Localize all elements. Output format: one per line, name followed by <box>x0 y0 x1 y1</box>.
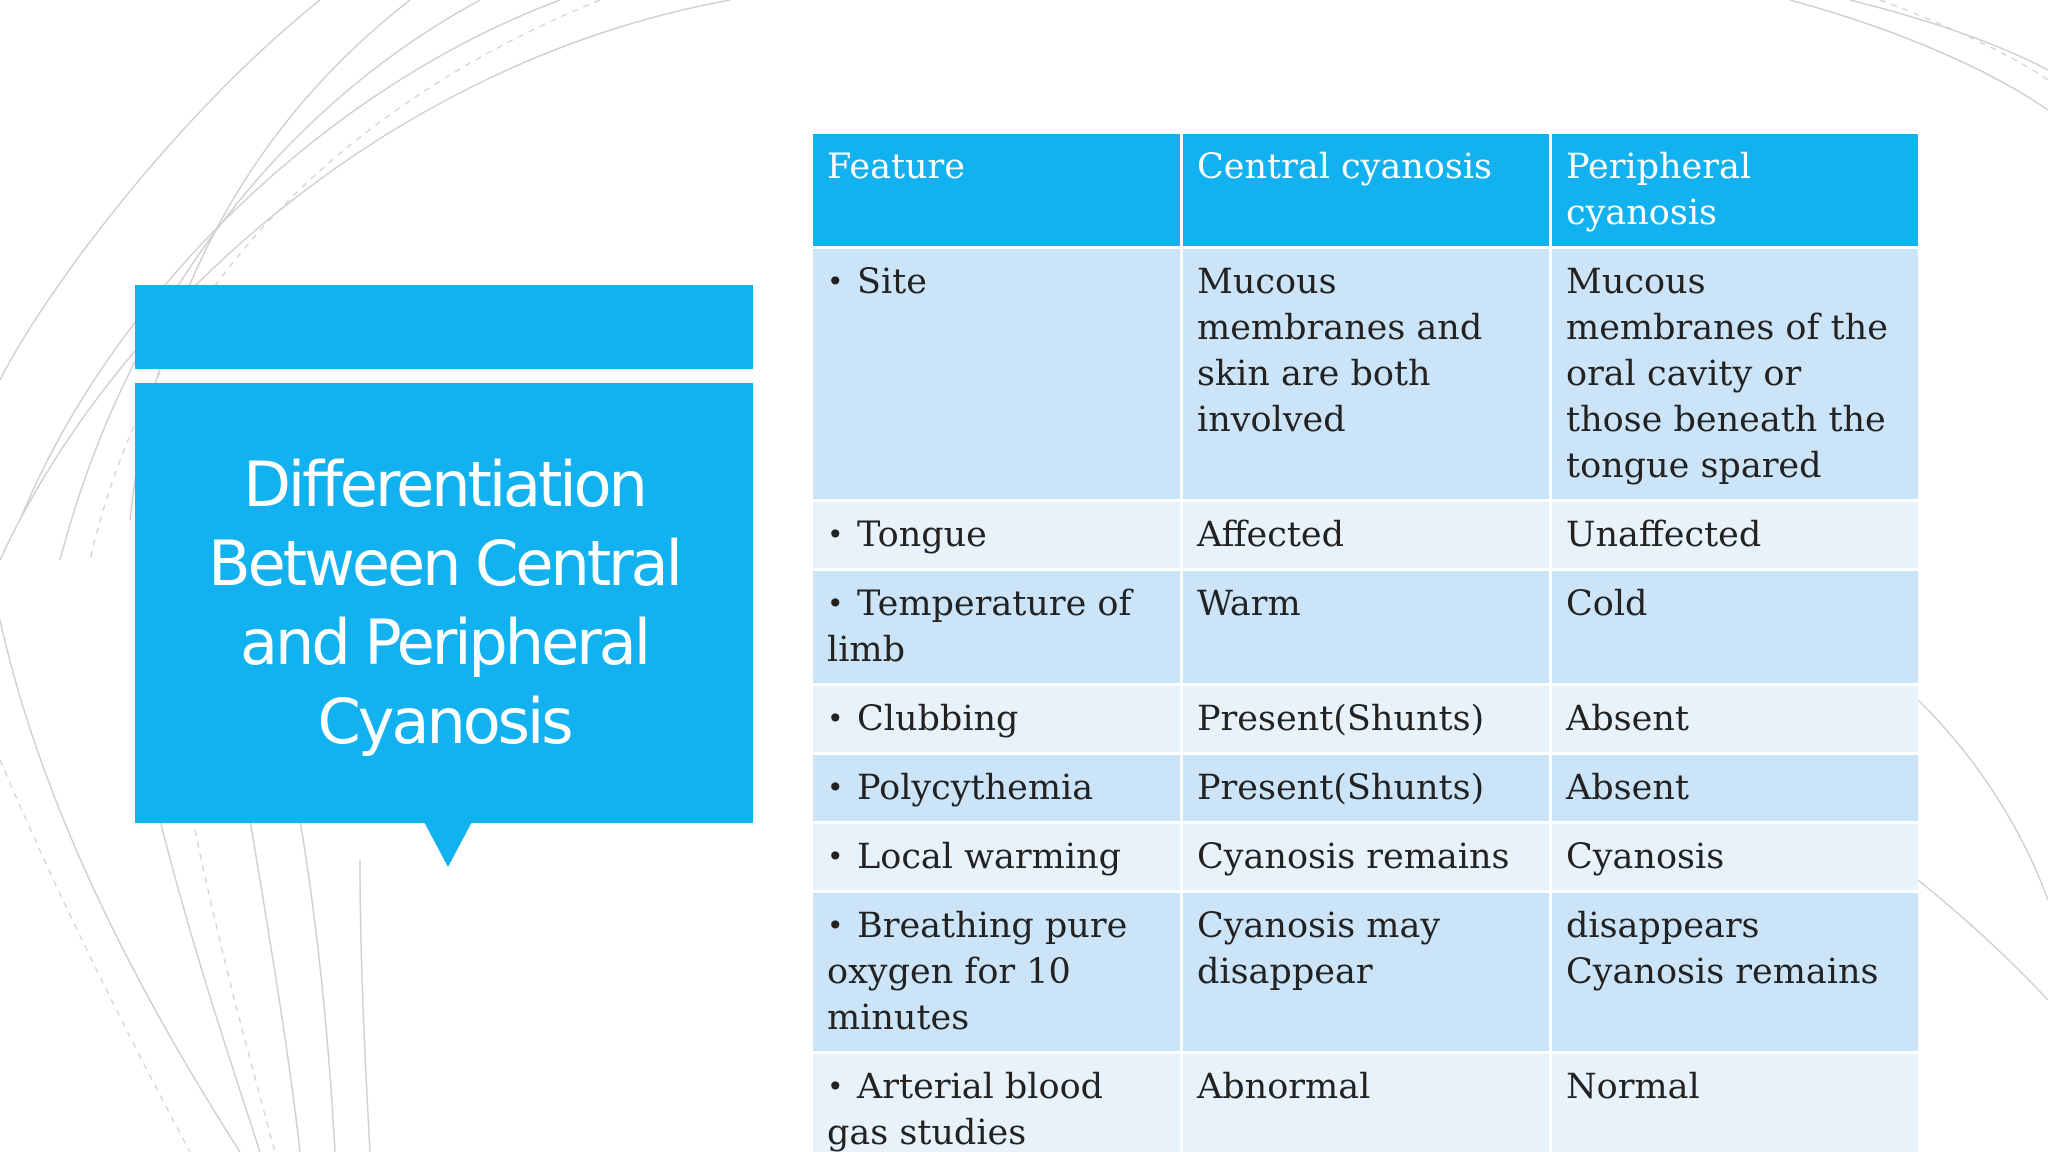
feature-label: Temperature of limb <box>827 584 1132 670</box>
feature-label: Polycythemia <box>857 768 1094 808</box>
table-row <box>813 502 1918 568</box>
table-row <box>813 686 1918 752</box>
bullet-icon: • <box>827 909 844 942</box>
peripheral-cell: Mucous membranes of the oral cavity or those beneath the tongue spared <box>1552 249 1918 499</box>
bullet-icon: • <box>827 702 844 735</box>
title-accent-strip <box>135 285 753 369</box>
feature-label: Clubbing <box>857 699 1019 739</box>
bullet-icon: • <box>827 1070 844 1103</box>
table-row <box>813 571 1918 683</box>
table-row <box>813 1054 1918 1152</box>
feature-cell <box>813 1054 1180 1152</box>
central-cell: Cyanosis may disappear <box>1183 893 1549 1051</box>
feature-cell <box>813 571 1180 683</box>
peripheral-cell: Cold <box>1552 571 1918 683</box>
feature-cell <box>813 249 1180 499</box>
peripheral-cell: Normal <box>1552 1054 1918 1152</box>
comparison-table-container <box>813 134 1918 1152</box>
feature-cell <box>813 502 1180 568</box>
bullet-icon: • <box>827 265 844 298</box>
feature-cell <box>813 893 1180 1051</box>
peripheral-cell: Absent <box>1552 755 1918 821</box>
peripheral-cell: Absent <box>1552 686 1918 752</box>
bullet-icon: • <box>827 587 844 620</box>
bullet-icon: • <box>827 771 844 804</box>
callout-pointer <box>424 822 472 867</box>
feature-label: Site <box>857 262 927 302</box>
table-row <box>813 755 1918 821</box>
peripheral-cell: Unaffected <box>1552 502 1918 568</box>
central-cell: Cyanosis remains <box>1183 824 1549 890</box>
feature-cell <box>813 755 1180 821</box>
title-callout-box <box>135 383 753 823</box>
table-row <box>813 824 1918 890</box>
central-cell: Mucous membranes and skin are both involved <box>1183 249 1549 499</box>
peripheral-cell: disappears Cyanosis remains <box>1552 893 1918 1051</box>
central-cell: Warm <box>1183 571 1549 683</box>
header-feature: Feature <box>813 134 1180 246</box>
feature-cell <box>813 824 1180 890</box>
feature-label: Arterial blood gas studies <box>827 1067 1104 1152</box>
comparison-table <box>813 134 1918 1152</box>
table-row <box>813 893 1918 1051</box>
feature-cell <box>813 686 1180 752</box>
slide-title: Differentiation Between Central and Peripheral Cyanosis <box>208 448 680 758</box>
central-cell: Affected <box>1183 502 1549 568</box>
header-peripheral-cyanosis: Peripheral cyanosis <box>1552 134 1918 246</box>
feature-label: Breathing pure oxygen for 10 minutes <box>827 906 1128 1038</box>
feature-label: Tongue <box>857 515 987 555</box>
bullet-icon: • <box>827 518 844 551</box>
central-cell: Present(Shunts) <box>1183 755 1549 821</box>
table-header-row <box>813 134 1918 246</box>
peripheral-cell: Cyanosis <box>1552 824 1918 890</box>
bullet-icon: • <box>827 840 844 873</box>
header-central-cyanosis: Central cyanosis <box>1183 134 1549 246</box>
feature-label: Local warming <box>857 837 1121 877</box>
table-row <box>813 249 1918 499</box>
central-cell: Abnormal <box>1183 1054 1549 1152</box>
central-cell: Present(Shunts) <box>1183 686 1549 752</box>
